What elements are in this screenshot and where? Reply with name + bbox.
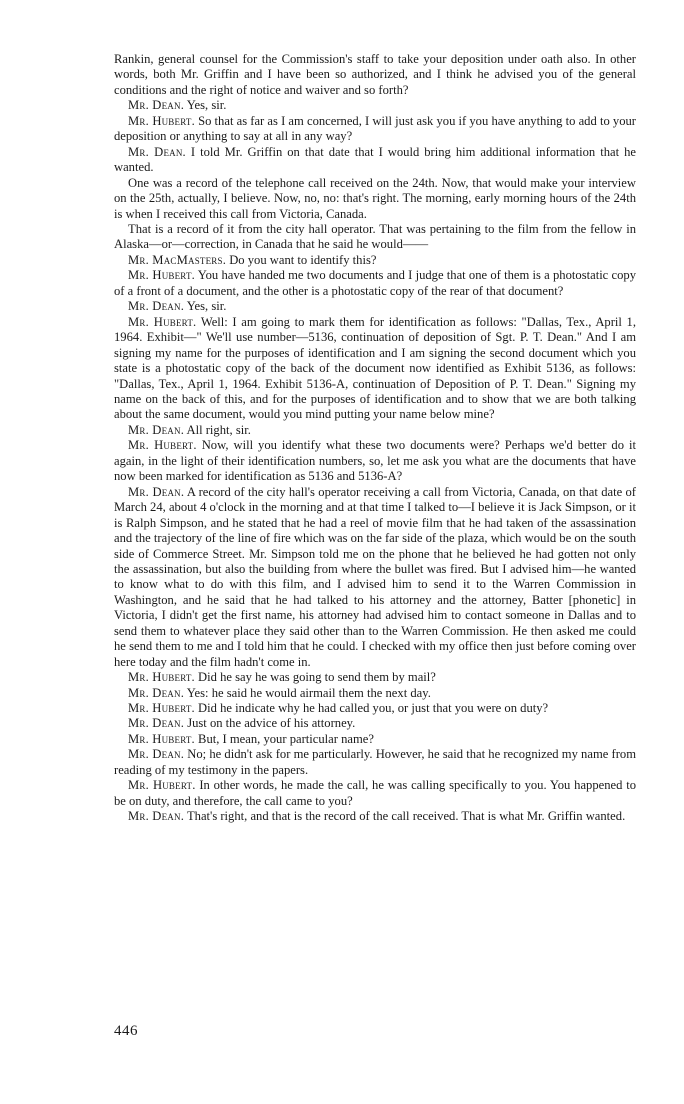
paragraph xyxy=(114,52,636,98)
paragraph xyxy=(114,222,636,253)
paragraph-text: Well: I am going to mark them for identification as follows: "Dallas, Tex., April 1, 1964. Exhibit—" We'll use number—5136, continuation of deposition of Sgt. P. T. Dean." And I am signing my name for the purposes of identification and I am signing the second document which you state is a photostatic copy of the back of the document now identified as Exhibit 5136, as follows: "Dallas, Tex., April 1, 1964. Exhibit 5136-A, continuation of Deposition of P. T. Dean." Signing my name on the back of this, and for the purposes of identification and to show that we are both talking about the same document, would you mind putting your name below mine? xyxy=(114,314,637,422)
paragraph xyxy=(114,438,636,484)
paragraph-text: You have handed me two documents and I judge that one of them is a photostatic copy of a front of a document, and the other is a photostatic copy of the rear of that document? xyxy=(114,268,637,298)
paragraph-text: A record of the city hall's operator receiving a call from Victoria, Canada, on that date of March 24, about 4 o'clock in the morning and at that time I talked to—I believe it is Jack Simpson, or it is Ralph Simpson, and he stated that he had a reel of movie film that he had taken of the assassination and the trajectory of the line of fire which was on the far side of the plaza, which would be on the south side of Commerce Street. Mr. Simpson told me on the phone that he believed he had gotten not only the assassination, but also the building from where the bullet was fired. But I advised him—he wanted to know what to do with this film, and I advised him to send it to the Warren Commission in Washington, and he said that he had talked to his attorney and the attorney, Batter [phonetic] in Victoria, I didn't get the first name, his attorney had advised him to contact someone in Dallas and to send them to whatever place they said other than to the Warren Commission. He then asked me could he send them to me and I told him that he could. I checked with my office then just before coming over here today and the film hadn't come in. xyxy=(114,484,636,669)
speaker-label: Mr. Hubert. xyxy=(128,701,195,716)
transcript-body xyxy=(114,52,636,825)
paragraph-text: One was a record of the telephone call received on the 24th. Now, that would make your interview on the 25th, actually, I believe. Now, no, no: that's right. The morning, early morning hours of the 24th is when I received this call from Victoria, Canada. xyxy=(114,175,636,221)
speaker-label: Mr. Dean. xyxy=(128,144,186,159)
paragraph-text: I told Mr. Griffin on that date that I would bring him additional information that he wanted. xyxy=(114,144,636,175)
paragraph-text: Just on the advice of his attorney. xyxy=(184,716,356,731)
paragraph-text: But, I mean, your particular name? xyxy=(194,731,374,746)
speaker-label: Mr. Dean. xyxy=(128,98,185,113)
page-number: 446 xyxy=(114,1023,138,1039)
speaker-label: Mr. Dean. xyxy=(128,484,185,499)
speaker-label: Mr. Hubert. xyxy=(128,670,195,685)
speaker-label: Mr. Hubert. xyxy=(128,113,195,128)
speaker-label: Mr. Hubert. xyxy=(128,438,197,453)
paragraph xyxy=(114,299,636,314)
paragraph-text: Yes: he said he would airmail them the next day. xyxy=(184,685,431,700)
paragraph-text: In other words, he made the call, he was calling specifically to you. You happened to be on duty, and therefore, the call came to you? xyxy=(114,778,636,808)
speaker-label: Mr. Hubert. xyxy=(128,314,197,329)
speaker-label: Mr. Hubert. xyxy=(128,731,195,746)
speaker-label: Mr. Dean. xyxy=(128,747,185,762)
paragraph xyxy=(114,686,636,701)
paragraph-text: Yes, sir. xyxy=(184,299,227,314)
paragraph-text: Now, will you identify what these two documents were? Perhaps we'd better do it again, in the light of their identification numbers, so, let me ask you what are the documents that have now been marked for identification as 5136 and 5136-A? xyxy=(114,438,636,484)
paragraph xyxy=(114,747,636,778)
paragraph-text: That is a record of it from the city hall operator. That was pertaining to the film from the fellow in Alaska—or—correction, in Canada that he said he would—— xyxy=(114,221,636,252)
paragraph-text: Yes, sir. xyxy=(184,98,227,113)
paragraph-text: Did he indicate why he had called you, or just that you were on duty? xyxy=(194,701,549,716)
speaker-label: Mr. MacMasters. xyxy=(128,252,227,267)
paragraph xyxy=(114,701,636,716)
speaker-label: Mr. Dean. xyxy=(128,422,185,437)
paragraph xyxy=(114,716,636,731)
paragraph xyxy=(114,778,636,809)
paragraph-text: That's right, and that is the record of the call received. That is what Mr. Griffin wanted. xyxy=(184,809,626,824)
speaker-label: Mr. Dean. xyxy=(128,685,185,700)
paragraph xyxy=(114,253,636,268)
paragraph xyxy=(114,315,636,423)
paragraph xyxy=(114,98,636,113)
paragraph xyxy=(114,423,636,438)
paragraph-text: So that as far as I am concerned, I will just ask you if you have anything to add to your deposition or anything to say at all in any way? xyxy=(114,113,636,144)
speaker-label: Mr. Dean. xyxy=(128,299,185,314)
paragraph-text: Rankin, general counsel for the Commission's staff to take your deposition under oath also. In other words, both Mr. Griffin and I have been so authorized, and I think he advised you of the general conditions and the right of notice and waiver and so forth? xyxy=(114,52,636,97)
paragraph xyxy=(114,176,636,222)
paragraph-text: No; he didn't ask for me particularly. However, he said that he recognized my name from reading of my testimony in the papers. xyxy=(114,747,636,777)
speaker-label: Mr. Hubert. xyxy=(128,268,196,283)
paragraph-text: Did he say he was going to send them by mail? xyxy=(194,670,436,685)
paragraph-text: All right, sir. xyxy=(184,422,251,437)
paragraph xyxy=(114,485,636,670)
paragraph xyxy=(114,114,636,145)
paragraph xyxy=(114,145,636,176)
paragraph xyxy=(114,732,636,747)
paragraph-text: Do you want to identify this? xyxy=(226,252,377,267)
paragraph xyxy=(114,670,636,685)
speaker-label: Mr. Dean. xyxy=(128,809,185,824)
speaker-label: Mr. Dean. xyxy=(128,716,185,731)
paragraph xyxy=(114,268,636,299)
paragraph xyxy=(114,809,636,824)
speaker-label: Mr. Hubert. xyxy=(128,778,196,793)
